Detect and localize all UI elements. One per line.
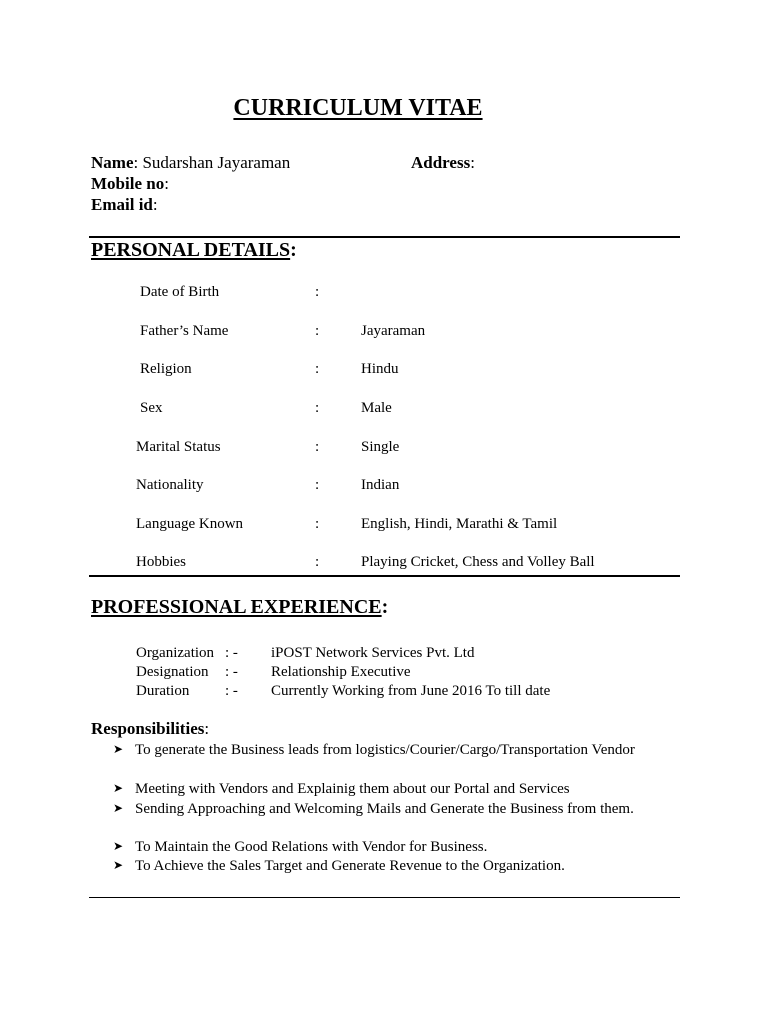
- list-item: [0, 837, 768, 857]
- list-item-text: To Maintain the Good Relations with Vendor for Business.: [135, 839, 488, 855]
- pd-row-nationality: [0, 477, 768, 497]
- pd-label: Father’s Name: [140, 323, 229, 339]
- arrow-bullet-icon: ➤: [113, 742, 124, 756]
- list-item: [0, 779, 768, 799]
- list-item: [0, 799, 768, 839]
- list-item-text: Sending Approaching and Welcoming Mails and Generate the Business from them.: [135, 801, 634, 817]
- mobile-line: Mobile no:: [91, 174, 169, 193]
- arrow-bullet-icon: ➤: [113, 801, 124, 815]
- personal-details-heading: PERSONAL DETAILS:: [91, 239, 297, 261]
- mobile-label: Mobile no: [91, 174, 165, 193]
- divider-top: [89, 236, 680, 238]
- pd-label: Language Known: [136, 516, 244, 532]
- pd-row-father: [0, 323, 768, 343]
- arrow-bullet-icon: ➤: [113, 858, 124, 872]
- exp-value: Relationship Executive: [271, 664, 411, 680]
- exp-label: Duration: [136, 683, 190, 699]
- exp-row-duration: [0, 683, 768, 703]
- pd-label: Date of Birth: [140, 284, 220, 300]
- pd-label: Hobbies: [136, 554, 186, 570]
- exp-value: iPOST Network Services Pvt. Ltd: [271, 645, 475, 661]
- professional-experience-heading-text: PROFESSIONAL EXPERIENCE: [91, 596, 382, 618]
- divider-bottom: [89, 897, 680, 898]
- pd-row-marital: [0, 439, 768, 459]
- email-label: Email id: [91, 195, 153, 214]
- exp-row-designation: [0, 664, 768, 684]
- exp-row-organization: [0, 645, 768, 665]
- pd-row-religion: [0, 361, 768, 381]
- pd-value: English, Hindi, Marathi & Tamil: [361, 516, 558, 532]
- pd-colon: :: [315, 284, 320, 300]
- exp-sep: : -: [225, 664, 238, 680]
- name-line: Name: Sudarshan Jayaraman: [91, 153, 291, 172]
- arrow-bullet-icon: ➤: [113, 839, 124, 853]
- pd-colon: :: [315, 361, 320, 377]
- name-label: Name: [91, 153, 134, 172]
- pd-row-dob: [0, 284, 768, 304]
- pd-label: Nationality: [136, 477, 204, 493]
- pd-row-language: [0, 516, 768, 536]
- pd-label: Religion: [140, 361, 192, 377]
- professional-experience-heading: PROFESSIONAL EXPERIENCE:: [91, 596, 389, 618]
- personal-details-heading-text: PERSONAL DETAILS: [91, 239, 291, 261]
- pd-colon: :: [315, 477, 320, 493]
- pd-value: Jayaraman: [361, 323, 426, 339]
- pd-colon: :: [315, 516, 320, 532]
- pd-colon: :: [315, 400, 320, 416]
- name-value: Sudarshan Jayaraman: [142, 153, 291, 172]
- pd-colon: :: [315, 439, 320, 455]
- list-item-text: To Achieve the Sales Target and Generate Revenue to the Organization.: [135, 858, 565, 874]
- pd-label: Marital Status: [136, 439, 221, 455]
- pd-value: Single: [361, 439, 400, 455]
- divider-middle: [89, 575, 680, 577]
- pd-value: Indian: [361, 477, 400, 493]
- responsibilities-heading: Responsibilities:: [91, 719, 210, 738]
- pd-label: Sex: [140, 400, 163, 416]
- list-item: [0, 740, 768, 780]
- arrow-bullet-icon: ➤: [113, 781, 124, 795]
- pd-colon: :: [315, 554, 320, 570]
- exp-value: Currently Working from June 2016 To till date: [271, 683, 551, 699]
- pd-value: Playing Cricket, Chess and Volley Ball: [361, 554, 595, 570]
- pd-colon: :: [315, 323, 320, 339]
- address-line: Address:: [411, 153, 475, 172]
- address-label: Address: [411, 153, 471, 172]
- responsibilities-heading-text: Responsibilities: [91, 719, 205, 738]
- pd-row-hobbies: [0, 554, 768, 574]
- pd-value: Hindu: [361, 361, 399, 377]
- document-title: CURRICULUM VITAE: [233, 95, 483, 121]
- exp-label: Designation: [136, 664, 209, 680]
- exp-sep: : -: [225, 645, 238, 661]
- pd-row-sex: [0, 400, 768, 420]
- exp-sep: : -: [225, 683, 238, 699]
- pd-value: Male: [361, 400, 392, 416]
- exp-label: Organization: [136, 645, 215, 661]
- list-item-text: To generate the Business leads from logistics/Courier/Cargo/Transportation Vendor: [135, 742, 635, 758]
- list-item-text: Meeting with Vendors and Explainig them about our Portal and Services: [135, 781, 570, 797]
- email-line: Email id:: [91, 195, 158, 214]
- list-item: [0, 856, 768, 876]
